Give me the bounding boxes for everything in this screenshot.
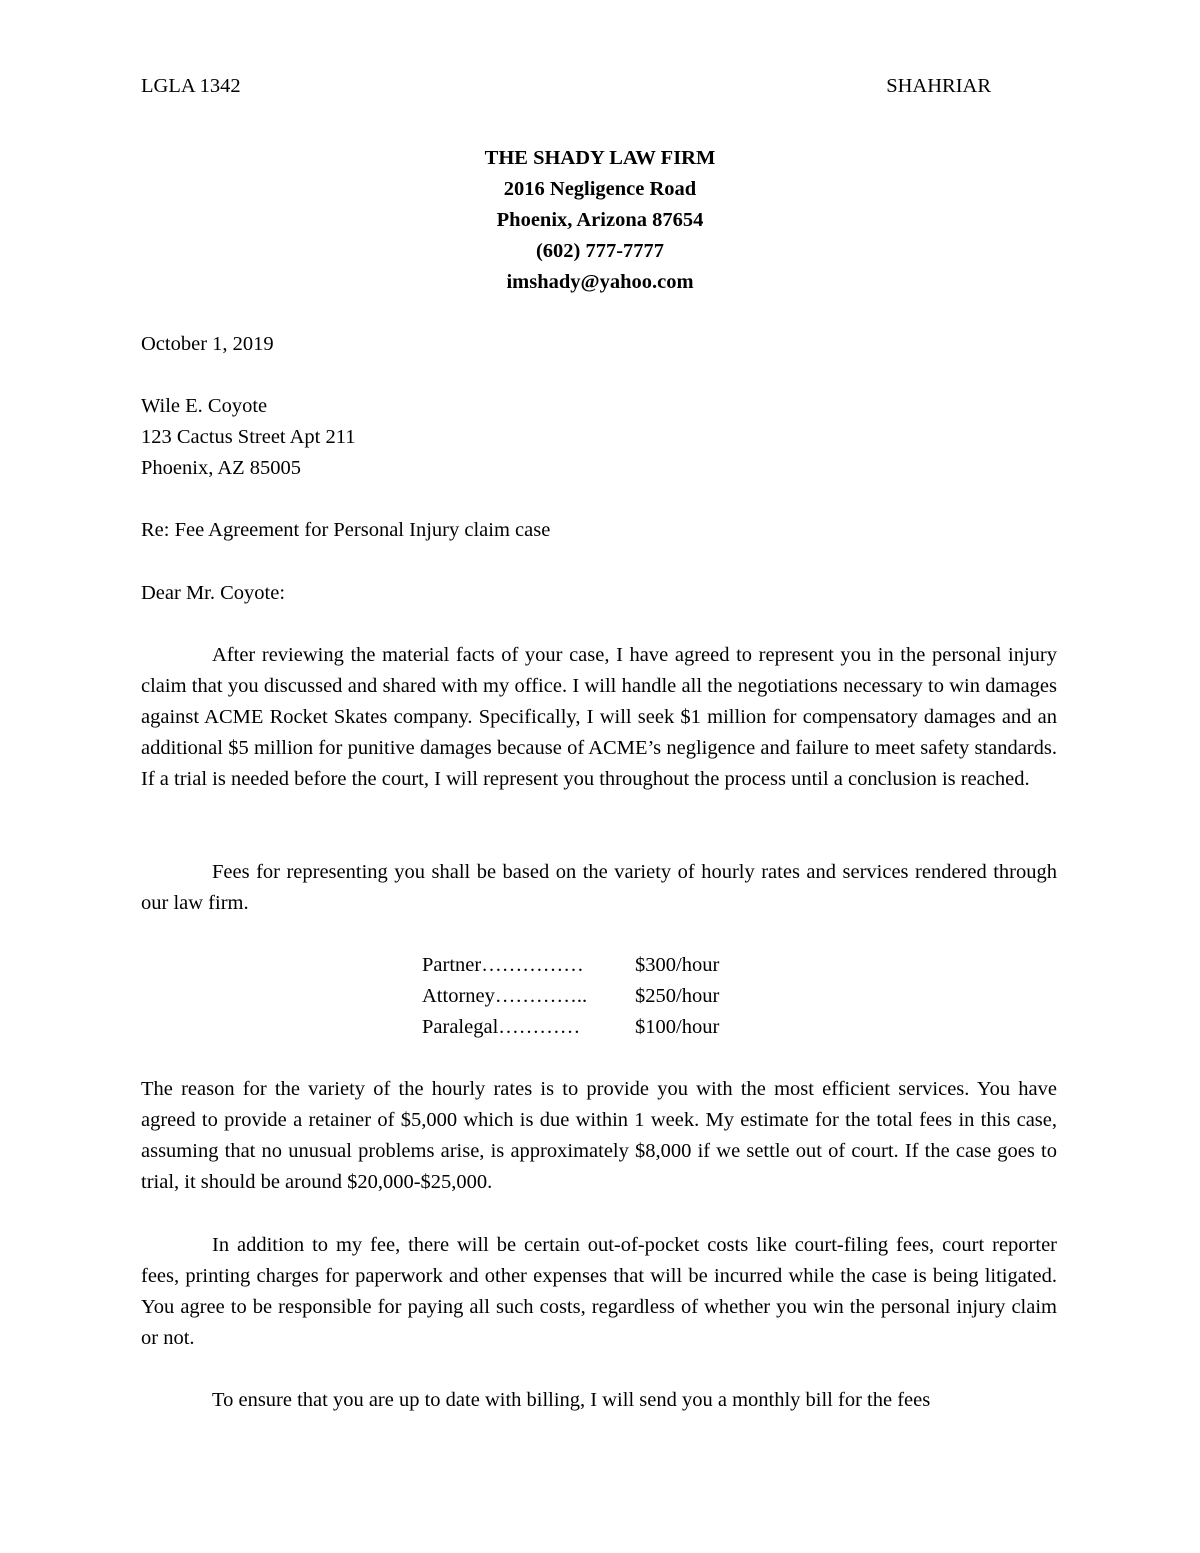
rate-role: Partner…………… bbox=[422, 954, 584, 976]
firm-name: THE SHADY LAW FIRM bbox=[484, 147, 716, 169]
firm-city: Phoenix, Arizona 87654 bbox=[496, 209, 704, 231]
paragraph-rate-reason: The reason for the variety of the hourly rates is to provide you with the most efficient services. You have agreed to provide a retainer of $5,000 which is due within 1 week. My estimate for the total fees in this case, assuming that no unusual problems arise, is approximately $8,000 if we settle out of court. If the case goes to trial, it should be around $20,000-$25,000. bbox=[141, 1078, 1057, 1193]
rate-value: $300/hour bbox=[635, 954, 720, 976]
recipient-city: Phoenix, AZ 85005 bbox=[141, 457, 302, 479]
course-code: LGLA 1342 bbox=[141, 75, 241, 97]
paragraph-billing: To ensure that you are up to date with billing, I will send you a monthly bill for the fees bbox=[212, 1389, 931, 1411]
firm-phone: (602) 777-7777 bbox=[535, 240, 665, 262]
paragraph-representation: After reviewing the material facts of your case, I have agreed to represent you in the personal injury claim that you discussed and shared with my office. I will handle all the negotiations necessary to win damages against ACME Rocket Skates company. Specifically, I will seek $1 million for compensatory damages and an additional $5 million for punitive damages because of ACME’s negligence and failure to meet safety standards. If a trial is needed before the court, I will represent you throughout the process until a conclusion is reached. bbox=[141, 644, 1057, 790]
salutation: Dear Mr. Coyote: bbox=[141, 582, 286, 604]
recipient-street: 123 Cactus Street Apt 211 bbox=[141, 426, 356, 448]
rate-value: $250/hour bbox=[635, 985, 720, 1007]
firm-street: 2016 Negligence Road bbox=[503, 178, 697, 200]
paragraph-costs: In addition to my fee, there will be certain out-of-pocket costs like court-filing fees, court reporter fees, printing charges for paperwork and other expenses that will be incurred while the case is being litigated. You agree to be responsible for paying all such costs, regardless of whether you win the personal injury claim or not. bbox=[141, 1234, 1057, 1349]
rate-role: Paralegal………… bbox=[422, 1016, 581, 1038]
letterhead bbox=[0, 143, 1200, 298]
hourly-rates-table bbox=[422, 950, 719, 1043]
rate-row bbox=[422, 1012, 719, 1043]
rate-row bbox=[422, 950, 719, 981]
rate-role: Attorney………….. bbox=[422, 985, 588, 1007]
rate-row bbox=[422, 981, 719, 1012]
subject-line: Re: Fee Agreement for Personal Injury claim case bbox=[141, 519, 551, 541]
author-name: SHAHRIAR bbox=[886, 75, 991, 97]
letter-date: October 1, 2019 bbox=[141, 333, 274, 355]
firm-email: imshady@yahoo.com bbox=[506, 271, 694, 293]
recipient-name: Wile E. Coyote bbox=[141, 395, 268, 417]
paragraph-fees-intro: Fees for representing you shall be based on the variety of hourly rates and services rendered through our law firm. bbox=[141, 861, 1057, 914]
rate-value: $100/hour bbox=[635, 1016, 720, 1038]
